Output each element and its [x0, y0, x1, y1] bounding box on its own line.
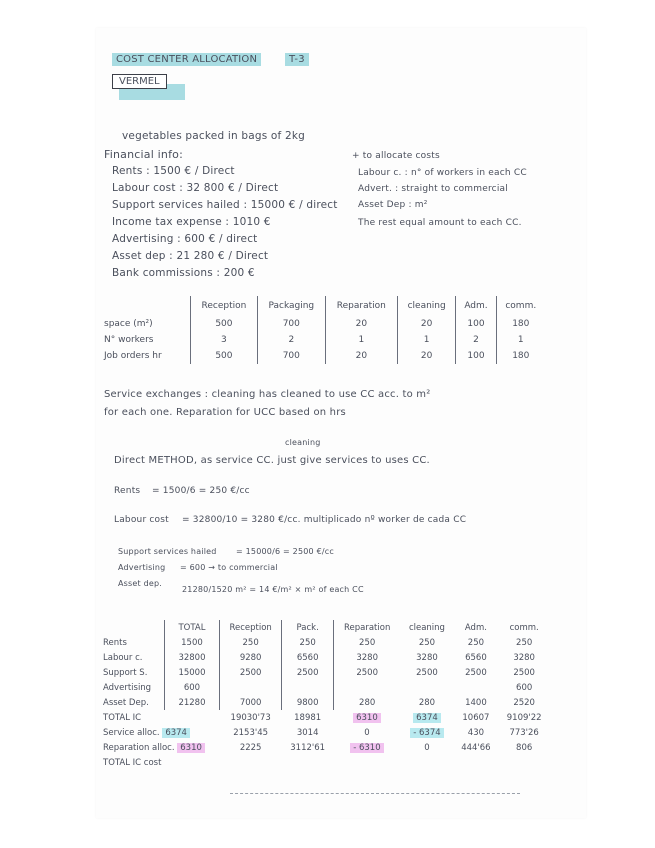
table-cell: 2225	[239, 742, 262, 753]
table-cell: 773'26	[509, 727, 539, 738]
column-header: Reception	[219, 620, 281, 635]
table-cell: 1500	[165, 635, 220, 650]
table-cell: 2500	[416, 667, 438, 678]
table-row	[100, 635, 550, 650]
calc-expression: = 600 → to commercial	[180, 563, 278, 572]
column-header: Packaging	[257, 296, 325, 316]
table-row	[100, 348, 545, 364]
financial-heading: Financial info:	[104, 148, 184, 161]
table-cell: 2520	[513, 697, 535, 708]
row-label: Support S.	[103, 667, 148, 678]
table-cell: 250	[516, 637, 533, 648]
table-cell	[400, 710, 453, 725]
column-header: TOTAL	[165, 620, 220, 635]
calc-expression: = 1500/6 = 250 €/cc	[152, 486, 250, 496]
table-cell	[400, 725, 453, 740]
row-label-text: Reparation alloc.	[103, 742, 175, 753]
table-cell: 600	[165, 680, 220, 695]
page-title: COST CENTER ALLOCATION	[112, 53, 261, 66]
table-cell: 10607	[462, 712, 490, 723]
row-label	[100, 740, 219, 755]
calc-label: Advertising	[118, 563, 166, 572]
table-cell: 180	[496, 348, 545, 364]
highlighted-value: 6310	[177, 743, 205, 753]
table-cell: 2153'45	[233, 727, 269, 738]
table-cell: 280	[333, 695, 400, 710]
row-label-text: Service alloc.	[103, 727, 160, 738]
column-header: comm.	[509, 622, 539, 633]
company-name: VERMEL	[112, 74, 167, 89]
table-cell: 700	[257, 316, 325, 332]
table-cell: 6560	[282, 650, 334, 665]
table-cell	[333, 710, 400, 725]
intro-text: vegetables packed in bags of 2kg	[122, 130, 306, 142]
totals-row	[100, 740, 550, 755]
table-cell: 700	[257, 348, 325, 364]
calc-expression: 21280/1520 m² = 14 €/m² × m² of each CC	[182, 585, 364, 594]
table-cell: 19030'73	[230, 712, 271, 723]
financial-line: Support services hailed : 15000 € / direct	[112, 199, 338, 211]
table-cell: 20	[325, 316, 397, 332]
table-cell: 7000	[219, 695, 281, 710]
totals-row	[100, 755, 550, 770]
calc-label: Labour cost	[114, 515, 169, 525]
service-exchange-line: Service exchanges : cleaning has cleaned to use CC acc. to m²	[104, 389, 431, 400]
highlighted-value: - 6374	[410, 728, 443, 738]
row-label: space (m²)	[104, 319, 153, 329]
totals-row	[100, 725, 550, 740]
table-cell	[454, 680, 499, 695]
financial-line: Labour cost : 32 800 € / Direct	[112, 182, 279, 194]
totals-row	[100, 710, 550, 725]
table-cell	[333, 740, 400, 755]
cost-center-table	[100, 296, 545, 364]
row-label: TOTAL IC cost	[103, 757, 162, 768]
financial-line: Rents : 1500 € / Direct	[112, 165, 235, 177]
table-cell: 2500	[513, 667, 535, 678]
table-cell: 3014	[296, 727, 319, 738]
column-header: Reparation	[333, 620, 400, 635]
table-cell: 20	[397, 316, 456, 332]
table-cell: 0	[424, 742, 430, 753]
financial-line: Bank commissions : 200 €	[112, 267, 255, 279]
table-cell: 250	[467, 637, 485, 648]
table-cell: 15000	[165, 665, 220, 680]
table-cell: 430	[467, 727, 485, 738]
table-cell: 250	[418, 637, 436, 648]
service-exchange-line: for each one. Reparation for UCC based on hrs	[104, 407, 346, 418]
table-row	[100, 680, 550, 695]
table-cell: 18981	[294, 712, 322, 723]
allocation-note: Labour c. : n° of workers in each CC	[358, 168, 527, 178]
column-header: cleaning	[397, 296, 456, 316]
table-cell: 100	[456, 316, 496, 332]
table-cell: 2	[456, 332, 496, 348]
highlighted-value: - 6310	[350, 743, 383, 753]
table-cell	[165, 710, 220, 725]
financial-line: Income tax expense : 1010 €	[112, 216, 271, 228]
table-cell	[219, 680, 281, 695]
direct-method-line: Direct METHOD, as service CC. just give services to uses CC.	[114, 455, 430, 466]
column-header: Reception	[191, 296, 258, 316]
allocation-table	[100, 620, 550, 770]
corner-cell	[100, 620, 165, 635]
table-cell: 20	[325, 348, 397, 364]
row-label: N° workers	[104, 335, 154, 345]
table-cell: 2	[257, 332, 325, 348]
exercise-tag: T-3	[285, 53, 309, 66]
row-label: Asset Dep.	[103, 697, 149, 708]
table-cell: 3280	[416, 652, 438, 663]
table-cell: 9109'22	[506, 712, 542, 723]
calc-label: Rents	[114, 486, 141, 496]
corner-cell	[100, 296, 191, 316]
table-cell: 2500	[465, 667, 487, 678]
table-cell: 32800	[165, 650, 220, 665]
financial-line: Advertising : 600 € / direct	[112, 233, 258, 245]
column-header: comm.	[496, 296, 545, 316]
allocation-note: Advert. : straight to commercial	[358, 184, 508, 194]
allocation-note: The rest equal amount to each CC.	[358, 218, 522, 228]
allocation-note: + to allocate costs	[352, 151, 440, 161]
column-header: Adm.	[456, 296, 496, 316]
table-cell: 1400	[465, 697, 487, 708]
table-cell: 3280	[513, 652, 535, 663]
table-row	[100, 316, 545, 332]
column-header: Adm.	[464, 622, 487, 633]
calc-expression: = 32800/10 = 3280 €/cc. multiplicado nº worker de cada CC	[182, 515, 467, 525]
calc-expression: = 15000/6 = 2500 €/cc	[236, 547, 334, 556]
calc-label: Support services hailed	[118, 547, 217, 556]
column-header: Reparation	[325, 296, 397, 316]
table-cell: 0	[364, 727, 370, 738]
column-header: cleaning	[408, 622, 445, 633]
table-cell: 250	[219, 635, 281, 650]
row-label: Labour c.	[103, 652, 143, 663]
table-cell: 9280	[219, 650, 281, 665]
table-cell: 1	[496, 332, 545, 348]
table-cell: 9800	[282, 695, 334, 710]
table-cell: 1	[397, 332, 456, 348]
row-label: Advertising	[103, 682, 152, 693]
table-cell: 2500	[333, 665, 400, 680]
row-label: Rents	[103, 637, 127, 648]
dashed-line	[230, 793, 520, 794]
table-cell: 250	[333, 635, 400, 650]
table-row	[100, 695, 550, 710]
table-row	[100, 650, 550, 665]
table-cell: 280	[418, 697, 436, 708]
table-cell: 20	[397, 348, 456, 364]
table-cell	[333, 680, 400, 695]
financial-line: Asset dep : 21 280 € / Direct	[112, 250, 269, 262]
table-cell: 806	[516, 742, 533, 753]
table-cell	[400, 680, 453, 695]
table-cell: 1	[325, 332, 397, 348]
table-cell: 3280	[333, 650, 400, 665]
table-cell: 21280	[165, 695, 220, 710]
table-cell: 3	[191, 332, 258, 348]
table-cell: 2500	[219, 665, 281, 680]
row-label	[100, 725, 219, 740]
table-row	[100, 665, 550, 680]
table-cell: 500	[191, 316, 258, 332]
table-cell: 2500	[282, 665, 334, 680]
row-label: TOTAL IC	[103, 712, 142, 723]
direct-method-note: cleaning	[285, 438, 321, 447]
column-header: Pack.	[282, 620, 334, 635]
table-cell: 600	[516, 682, 533, 693]
row-label: Job orders hr	[104, 351, 162, 361]
table-cell: 6560	[465, 652, 487, 663]
allocation-note: Asset Dep : m²	[358, 200, 428, 210]
table-cell: 250	[282, 635, 334, 650]
table-cell: 180	[496, 316, 545, 332]
highlighted-value: 6374	[162, 728, 190, 738]
table-row	[100, 332, 545, 348]
table-cell	[282, 680, 334, 695]
highlighted-value: 6310	[353, 713, 381, 723]
table-cell: 100	[456, 348, 496, 364]
table-cell: 3112'61	[290, 742, 326, 753]
table-cell: 444'66	[461, 742, 491, 753]
highlighted-value: 6374	[413, 713, 441, 723]
calc-label: Asset dep.	[118, 579, 163, 588]
table-cell: 500	[191, 348, 258, 364]
